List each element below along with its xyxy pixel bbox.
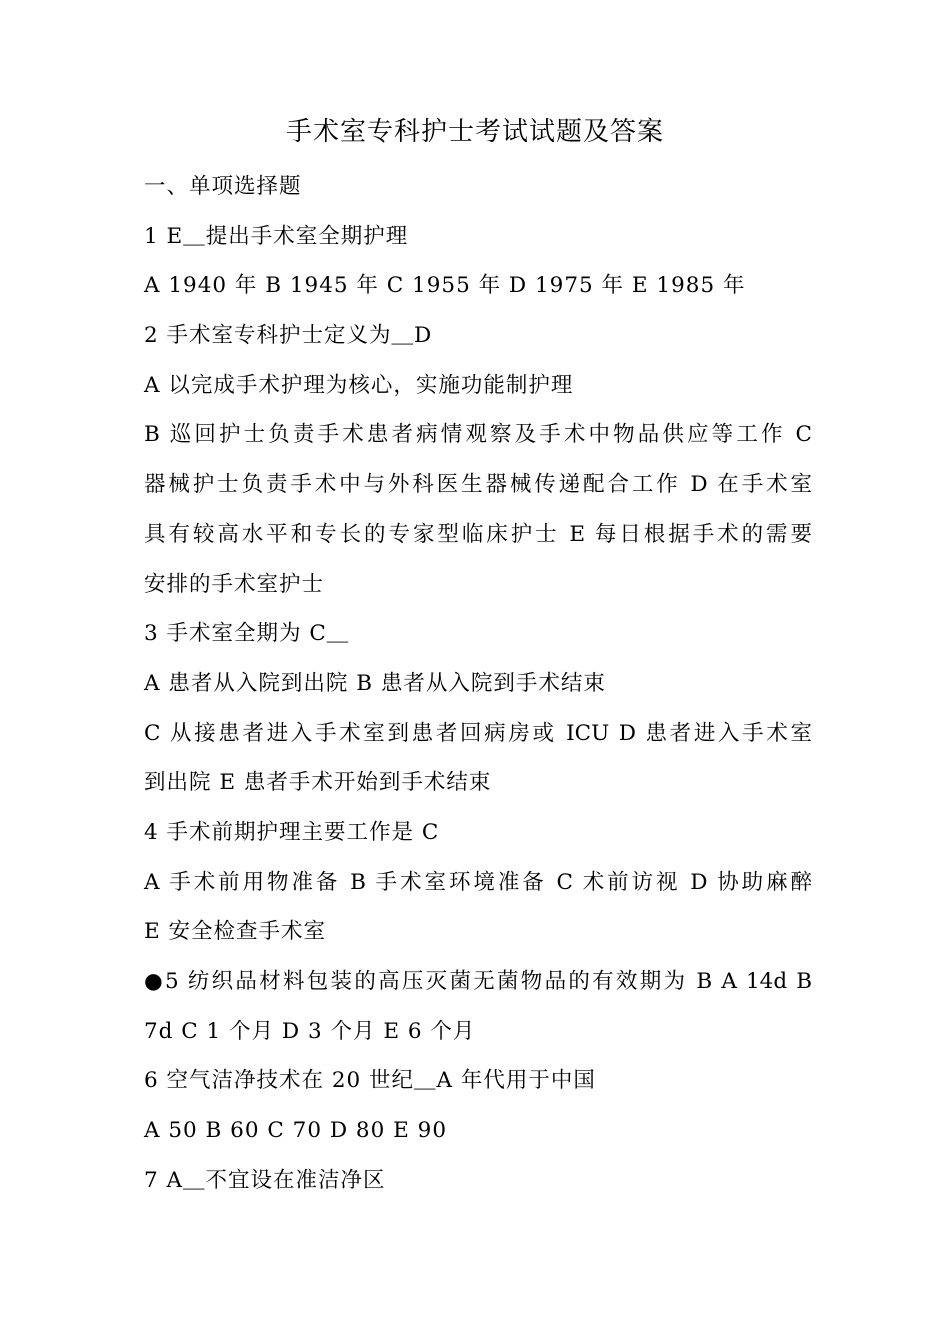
question-4-options-line-2: E 安全检查手术室 — [144, 919, 327, 945]
question-5-options: 7d C 1 个月 D 3 个月 E 6 个月 — [144, 1018, 476, 1044]
question-3-options-line-1: A 患者从入院到出院 B 患者从入院到手术结束 — [144, 670, 606, 696]
question-2-options-line-2: 器械护士负责手术中与外科医生器械传递配合工作 D 在手术室 — [144, 472, 812, 498]
question-7: 7 A＿不宜设在准洁净区 — [144, 1167, 386, 1193]
question-3-options-line-3: 到出院 E 患者手术开始到手术结束 — [144, 770, 492, 796]
question-6: 6 空气洁净技术在 20 世纪＿A 年代用于中国 — [144, 1068, 596, 1094]
question-6-options: A 50 B 60 C 70 D 80 E 90 — [144, 1118, 448, 1144]
document-title: 手术室专科护士考试试题及答案 — [285, 117, 664, 147]
question-2: 2 手术室专科护士定义为＿D — [144, 323, 433, 349]
question-4-options-line-1: A 手术前用物准备 B 手术室环境准备 C 术前访视 D 协助麻醉 — [144, 869, 812, 895]
question-1-options: A 1940 年 B 1945 年 C 1955 年 D 1975 年 E 1985 年 — [144, 273, 746, 299]
document-body — [144, 162, 812, 1205]
question-1: 1 E＿提出手术室全期护理 — [144, 223, 409, 249]
section-heading: 一、单项选择题 — [144, 174, 302, 199]
question-3: 3 手术室全期为 C＿ — [144, 621, 350, 647]
question-5: ●5 纺织品材料包装的高压灭菌无菌物品的有效期为 B A 14d B — [144, 969, 812, 994]
question-3-options-line-2: C 从接患者进入手术室到患者回病房或 ICU D 患者进入手术室 — [144, 720, 812, 746]
question-2-options-line-1: B 巡回护士负责手术患者病情观察及手术中物品供应等工作 C — [144, 422, 812, 448]
question-2-options-line-4: 安排的手术室护士 — [144, 571, 325, 597]
question-2-options-line-3: 具有较高水平和专长的专家型临床护士 E 每日根据手术的需要 — [144, 521, 812, 547]
question-2-option-a: A 以完成手术护理为核心，实施功能制护理 — [144, 372, 574, 398]
question-4: 4 手术前期护理主要工作是 C — [144, 819, 440, 845]
